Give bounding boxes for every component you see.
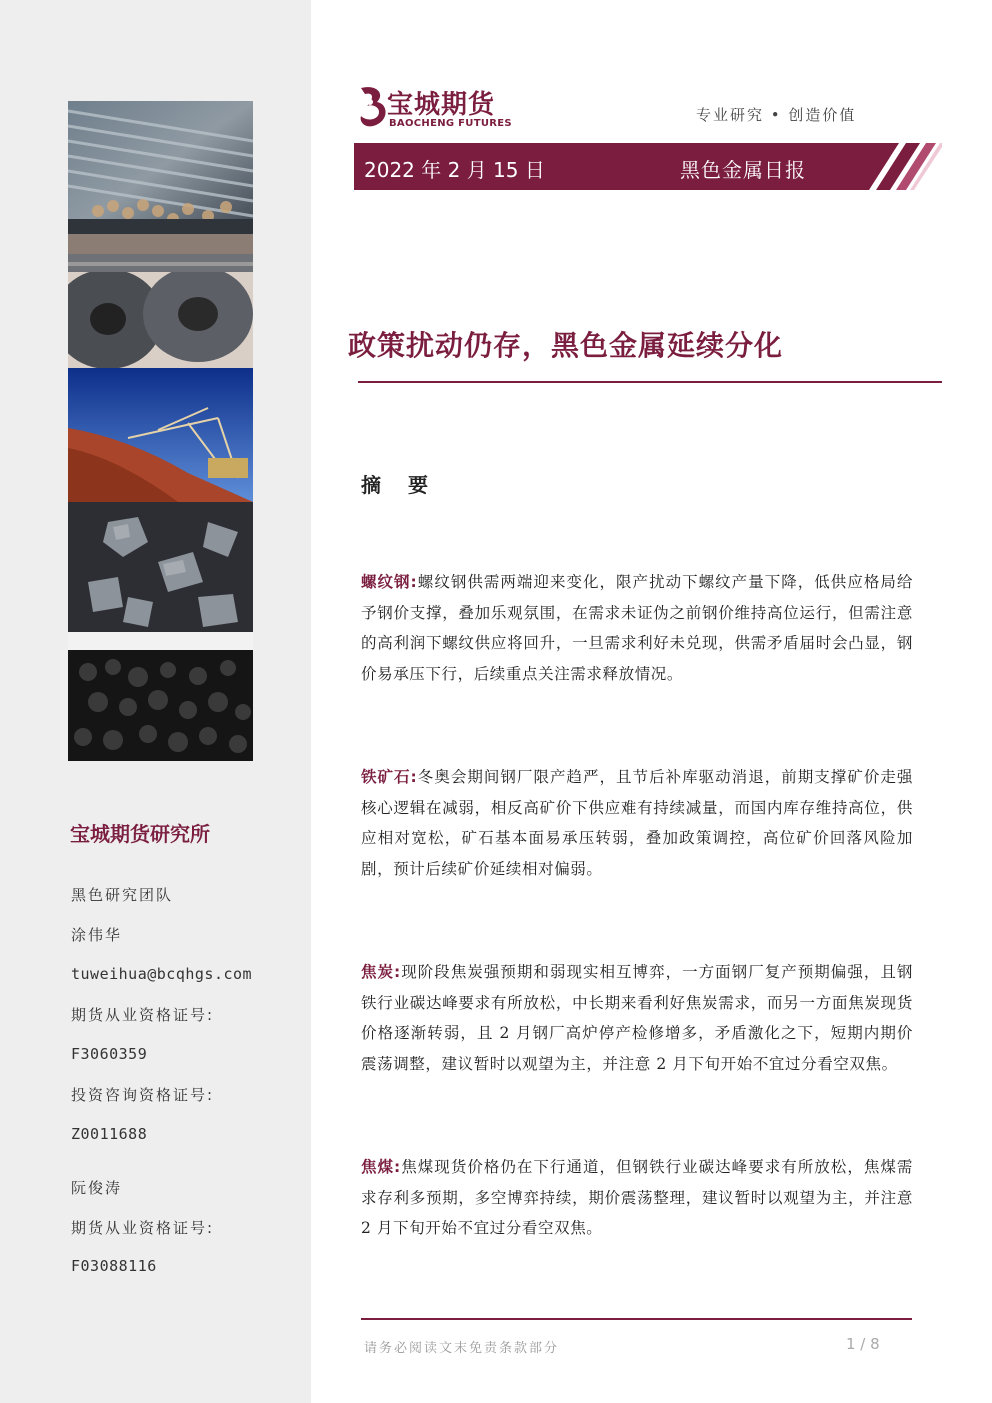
futures-cert-label: 期货从业资格证号: <box>71 1219 215 1237</box>
section-text: 现阶段焦炭强预期和弱现实相互博弈，一方面钢厂复产预期偏强，且钢铁行业碳达峰要求有所放松，中长期来看利好焦炭需求，而另一方面焦炭现货价格逐渐转弱，且 2 月钢厂高炉停产检修增多，矛盾激化之下，短期内期价震荡调整，建议暂时以观望为主，并注意 2 月下旬开始不宜过分看空双焦。 <box>361 963 913 1073</box>
invest-cert-label: 投资咨询资格证号: <box>71 1086 215 1104</box>
futures-cert-number: F3060359 <box>71 1045 148 1063</box>
section-coking-coal <box>361 1152 913 1244</box>
analyst-name: 阮俊涛 <box>71 1179 123 1197</box>
section-text: 焦煤现货价格仍在下行通道，但钢铁行业碳达峰要求有所放松，焦煤需求存利多预期，多空博弈持续，期价震荡整理，建议暂时以观望为主，并注意 2 月下旬开始不宜过分看空双焦。 <box>361 1158 913 1237</box>
lump-ore-photo <box>68 502 253 632</box>
report-title: 政策扰动仍存，黑色金属延续分化 <box>348 329 784 362</box>
section-coke <box>361 957 913 1079</box>
slogan: 专业研究 • 创造价值 <box>696 106 857 124</box>
section-rebar <box>361 567 913 689</box>
report-type: 黑色金属日报 <box>680 158 806 182</box>
disclaimer-note: 请务必阅读文末免责条款部分 <box>364 1341 560 1356</box>
research-institute-name: 宝城期货研究所 <box>70 822 210 846</box>
section-label: 焦煤: <box>361 1158 401 1176</box>
section-text: 冬奥会期间钢厂限产趋严，且节后补库驱动消退，前期支撑矿价走强核心逻辑在减弱，相反高矿价下供应难有持续减量，而国内库存维持高位，供应相对宽松，矿石基本面易承压转弱，叠加政策调控，高位矿价回落风险加剧，预计后续矿价延续相对偏弱。 <box>361 768 913 878</box>
team-name: 黑色研究团队 <box>71 886 174 904</box>
steel-coil-photo <box>68 234 253 368</box>
abstract-heading: 摘 要 <box>361 473 438 497</box>
brand-name-en: BAOCHENG FUTURES <box>389 118 512 129</box>
title-divider <box>358 381 942 383</box>
analyst-name: 涂伟华 <box>71 926 123 944</box>
page-number: 1 / 8 <box>846 1335 880 1353</box>
section-label: 铁矿石: <box>361 768 418 786</box>
footer-divider <box>361 1318 912 1320</box>
futures-cert-label: 期货从业资格证号: <box>71 1006 215 1024</box>
futures-cert-number: F03088116 <box>71 1257 157 1275</box>
section-iron-ore <box>361 762 913 884</box>
section-label: 焦炭: <box>361 963 401 981</box>
report-date: 2022 年 2 月 15 日 <box>364 158 545 182</box>
iron-ore-yard-photo <box>68 368 253 502</box>
brand-name-cn: 宝城期货 <box>387 90 496 120</box>
section-label: 螺纹钢: <box>361 573 418 591</box>
coke-photo <box>68 632 253 761</box>
rebar-photo <box>68 101 253 234</box>
section-text: 螺纹钢供需两端迎来变化，限产扰动下螺纹产量下降，低供应格局给予钢价支撑，叠加乐观氛围，在需求未证伪之前钢价维持高位运行，但需注意的高利润下螺纹供应将回升，一旦需求利好未兑现，供需矛盾届时会凸显，钢价易承压下行，后续重点关注需求释放情况。 <box>361 573 913 683</box>
baocheng-logo <box>355 82 525 132</box>
invest-cert-number: Z0011688 <box>71 1125 148 1143</box>
analyst-email[interactable]: tuweihua@bcqhgs.com <box>71 965 253 983</box>
